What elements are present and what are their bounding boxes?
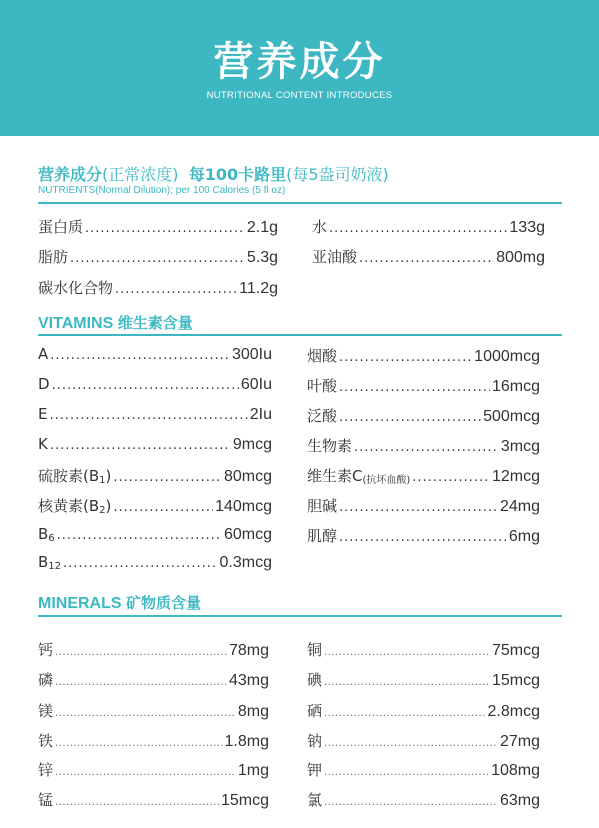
item-name: 硫胺素$(B_1)$ — [38, 467, 112, 486]
dot-leader — [324, 767, 489, 778]
item-value: 2Iu — [249, 406, 272, 423]
list-item — [38, 759, 269, 783]
item-value: 2.8mcg — [487, 703, 540, 720]
list-item — [307, 730, 540, 754]
list-item — [307, 639, 540, 663]
dot-leader — [55, 708, 236, 719]
item-value: 1mg — [237, 762, 269, 779]
dot-leader — [412, 470, 490, 485]
minerals-heading — [38, 592, 201, 613]
list-item — [307, 495, 540, 519]
item-name: 泛酸 — [307, 407, 338, 425]
dot-leader — [339, 350, 472, 365]
divider — [38, 615, 562, 617]
dot-leader — [113, 470, 222, 485]
item-name: 钙 — [38, 641, 54, 659]
dot-leader — [324, 708, 486, 719]
item-value: 75mcg — [491, 642, 540, 659]
list-item — [307, 669, 540, 693]
item-value: 78mg — [228, 642, 269, 659]
item-name: 肌醇 — [307, 527, 338, 545]
item-name: D — [38, 375, 50, 393]
list-item — [312, 246, 545, 270]
divider — [38, 202, 562, 204]
minerals-heading-en: MINERALS — [38, 595, 122, 612]
item-value: 1.8mg — [224, 733, 269, 750]
vitamins-heading — [38, 312, 193, 333]
item-name: 氯 — [307, 791, 323, 809]
item-name: 硒 — [307, 702, 323, 720]
item-value: 43mg — [228, 672, 269, 689]
item-name: $B_6$ — [38, 525, 55, 544]
list-item — [38, 277, 278, 301]
item-name: 脂肪 — [38, 248, 69, 266]
item-value: 108mg — [491, 762, 540, 779]
list-item — [38, 405, 272, 429]
item-name: 锌 — [38, 761, 54, 779]
dot-leader — [339, 410, 481, 425]
item-value: 11.2g — [239, 280, 278, 297]
item-value: 60Iu — [240, 376, 272, 393]
item-name: 亚油酸 — [312, 248, 358, 266]
list-item — [38, 375, 272, 399]
list-item — [38, 669, 269, 693]
dot-leader — [55, 797, 219, 808]
banner-subtitle: NUTRITIONAL CONTENT INTRODUCES — [206, 90, 393, 101]
item-name: 生物素 — [307, 437, 353, 455]
item-value: 15mcg — [491, 672, 540, 689]
nutrients-heading-english: NUTRIENTS(Normal Dilution); per 100 Calories (5 fl oz) — [38, 185, 286, 196]
header-banner — [0, 0, 599, 136]
list-item — [38, 639, 269, 663]
dot-leader — [324, 677, 490, 688]
item-name: 胆碱 — [307, 497, 338, 515]
item-name: 铜 — [307, 641, 323, 659]
item-name: 维生素$C_{(抗坏血酸)}$ — [307, 467, 411, 486]
item-name: 锰 — [38, 791, 54, 809]
item-name: $B_{12}$ — [38, 553, 62, 572]
list-item — [38, 246, 278, 270]
divider — [38, 334, 562, 336]
list-item — [307, 525, 540, 549]
dot-leader — [324, 647, 490, 658]
banner-title: 营养成分 — [213, 39, 386, 85]
minerals-heading-cn: 矿物质含量 — [126, 594, 202, 612]
item-value: 0.3mcg — [219, 554, 272, 571]
item-value: 27mg — [499, 733, 540, 750]
item-name: 蛋白质 — [38, 218, 84, 236]
vitamins-heading-en: VITAMINS — [38, 315, 114, 332]
dot-leader — [359, 251, 494, 266]
item-name: 铁 — [38, 732, 54, 750]
dot-leader — [57, 528, 222, 543]
item-value: 140mcg — [215, 498, 272, 515]
dot-leader — [50, 438, 231, 453]
list-item — [38, 435, 272, 459]
item-name: 烟酸 — [307, 347, 338, 365]
list-item — [38, 553, 272, 577]
item-name: 钾 — [307, 761, 323, 779]
dot-leader — [113, 500, 213, 515]
dot-leader — [49, 408, 247, 423]
item-value: 800mg — [496, 249, 545, 266]
list-item — [38, 789, 269, 813]
dot-leader — [354, 440, 499, 455]
dot-leader — [55, 767, 236, 778]
item-value: 2.1g — [246, 219, 278, 236]
list-item — [307, 345, 540, 369]
item-value: 8mg — [237, 703, 269, 720]
dot-leader — [339, 530, 507, 545]
item-value: 12mcg — [491, 468, 540, 485]
list-item — [38, 465, 272, 489]
list-item — [307, 405, 540, 429]
item-value: 6mg — [508, 528, 540, 545]
list-item — [38, 216, 278, 240]
item-value: 300Iu — [231, 346, 272, 363]
item-value: 9mcg — [232, 436, 272, 453]
item-name: 核黄素$(B_2)$ — [38, 497, 112, 516]
dot-leader — [52, 378, 239, 393]
nutrients-heading-c: 每100卡路里 — [188, 165, 287, 184]
item-name: E — [38, 405, 48, 423]
dot-leader — [115, 282, 237, 297]
item-value: 133g — [509, 219, 545, 236]
item-name: 碘 — [307, 671, 323, 689]
nutrients-heading-d: (每5盎司奶液) — [286, 165, 389, 184]
item-value: 16mcg — [491, 378, 540, 395]
nutrients-heading — [38, 162, 389, 185]
nutrients-heading-b: (正常浓度) — [102, 165, 179, 184]
list-item — [38, 495, 272, 519]
list-item — [38, 700, 269, 724]
list-item — [38, 730, 269, 754]
list-item — [307, 700, 540, 724]
item-value: 63mg — [499, 792, 540, 809]
item-name: 磷 — [38, 671, 54, 689]
item-value: 5.3g — [246, 249, 278, 266]
dot-leader — [85, 221, 245, 236]
item-value: 24mg — [499, 498, 540, 515]
item-value: 15mcg — [220, 792, 269, 809]
list-item — [307, 759, 540, 783]
item-value: 1000mcg — [474, 348, 540, 365]
dot-leader — [55, 647, 227, 658]
list-item — [307, 789, 540, 813]
item-name: 叶酸 — [307, 377, 338, 395]
item-name: 水 — [312, 218, 328, 236]
dot-leader — [55, 738, 223, 749]
nutrients-heading-a: 营养成分 — [38, 165, 103, 184]
dot-leader — [70, 251, 245, 266]
dot-leader — [329, 221, 507, 236]
item-value: 60mcg — [223, 526, 272, 543]
item-name: 钠 — [307, 732, 323, 750]
item-value: 500mcg — [483, 408, 540, 425]
dot-leader — [324, 797, 498, 808]
list-item — [312, 216, 545, 240]
dot-leader — [324, 738, 498, 749]
dot-leader — [55, 677, 227, 688]
item-name: K — [38, 435, 48, 453]
dot-leader — [339, 500, 498, 515]
list-item — [307, 435, 540, 459]
item-name: 碳水化合物 — [38, 279, 114, 297]
vitamins-heading-cn: 维生素含量 — [117, 314, 193, 332]
list-item — [307, 465, 540, 489]
list-item — [38, 345, 272, 369]
list-item — [38, 525, 272, 549]
item-value: 80mcg — [223, 468, 272, 485]
dot-leader — [63, 556, 218, 571]
dot-leader — [339, 380, 490, 395]
list-item — [307, 375, 540, 399]
item-name: 镁 — [38, 702, 54, 720]
item-value: 3mcg — [500, 438, 540, 455]
dot-leader — [50, 348, 230, 363]
item-name: A — [38, 345, 49, 363]
